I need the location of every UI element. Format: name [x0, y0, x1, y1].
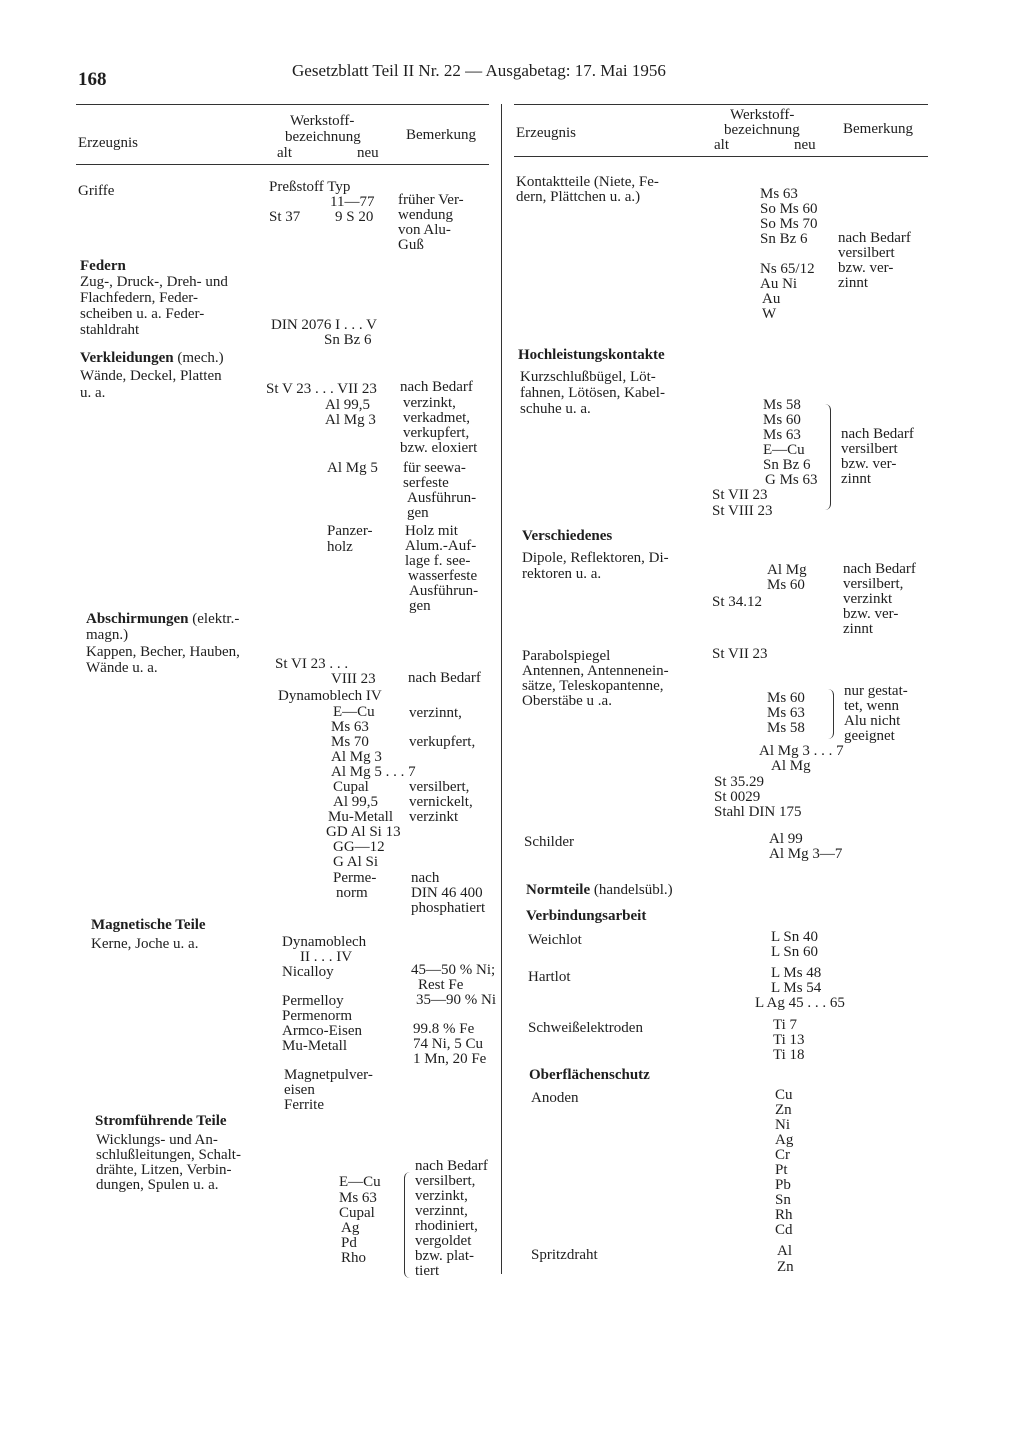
product-line: Wände, Deckel, Platten	[80, 368, 222, 384]
product-line: rektoren u. a.	[522, 566, 602, 582]
material: Perme-	[333, 870, 377, 886]
remark: tet, wenn	[844, 698, 899, 714]
remark: verzinnt,	[409, 705, 462, 721]
material: Ms 63	[760, 186, 798, 202]
material: Mu-Metall	[328, 809, 393, 825]
material: II . . . IV	[300, 949, 353, 965]
right-top-rule	[514, 104, 928, 105]
material: Dynamoblech IV	[278, 688, 382, 704]
material: Cd	[775, 1222, 793, 1238]
remark: nach Bedarf	[838, 230, 911, 246]
material: Rh	[775, 1207, 793, 1223]
heading-verschiedenes: Verschiedenes	[522, 528, 613, 544]
product-line: Dipole, Reflektoren, Di-	[522, 550, 669, 566]
material: St VI 23 . . .	[275, 656, 349, 672]
product-schilder: Schilder	[524, 834, 574, 850]
material: L Sn 40	[771, 929, 818, 945]
material: Au Ni	[760, 276, 798, 292]
heading-suffix: (mech.)	[177, 350, 224, 366]
material: E—Cu	[339, 1174, 381, 1190]
remark: versilbert,	[415, 1173, 476, 1189]
col-bezeichnung-right: bezeichnung	[724, 122, 800, 138]
material: Al 99	[769, 831, 803, 847]
material: St 37	[269, 209, 301, 225]
remark: nach Bedarf	[415, 1158, 488, 1174]
brace-bracket	[404, 1172, 411, 1278]
material: L Sn 60	[771, 944, 818, 960]
heading-suffix: (elektr.-	[192, 611, 240, 627]
material: Sn Bz 6	[324, 332, 372, 348]
remark: verkupfert,	[409, 734, 476, 750]
material: Permenorm	[282, 1008, 352, 1024]
remark: wendung	[398, 207, 453, 223]
material: Armco-Eisen	[282, 1023, 362, 1039]
remark: phosphatiert	[411, 900, 486, 916]
remark: nach Bedarf	[400, 379, 473, 395]
material: Al Mg	[771, 758, 811, 774]
remark: 1 Mn, 20 Fe	[413, 1051, 487, 1067]
heading-verbindungsarbeit: Verbindungsarbeit	[526, 908, 647, 924]
product-line: Zug-, Druck-, Dreh- und	[80, 274, 228, 290]
product-line: Oberstäbe u .a.	[522, 693, 612, 709]
column-divider	[501, 104, 502, 1274]
product-line: Parabolspiegel	[522, 648, 611, 664]
material: St VIII 23	[712, 503, 773, 519]
material: Stahl DIN 175	[714, 804, 802, 820]
material: Ms 58	[767, 720, 805, 736]
heading-oberflaechenschutz: Oberflächenschutz	[529, 1067, 650, 1083]
remark: von Alu-	[398, 222, 451, 238]
material: VIII 23	[331, 671, 376, 687]
material: Sn Bz 6	[763, 457, 811, 473]
product-line: Wicklungs- und An-	[96, 1132, 218, 1148]
remark: Alum.-Auf-	[405, 538, 477, 554]
left-header-rule	[76, 164, 489, 165]
material: St 0029	[714, 789, 761, 805]
material: Al Mg 3	[325, 412, 376, 428]
remark: verzinkt	[843, 591, 893, 607]
remark: nur gestat-	[844, 683, 908, 699]
remark: 35—90 % Ni	[416, 992, 496, 1008]
col-bemerkung-right: Bemerkung	[843, 121, 913, 137]
material: Al	[777, 1243, 792, 1259]
product-line: Kappen, Becher, Hauben,	[86, 644, 240, 660]
remark: Holz mit	[405, 523, 458, 539]
product-line: schuhe u. a.	[520, 401, 591, 417]
product-line: fahnen, Lötösen, Kabel-	[520, 385, 665, 401]
product-line: Antennen, Antennenein-	[522, 663, 669, 679]
col-bemerkung-left: Bemerkung	[406, 127, 476, 143]
material: GG—12	[333, 839, 385, 855]
remark: lage f. see-	[405, 553, 471, 569]
product-line: Flachfedern, Feder-	[80, 290, 198, 306]
remark: verzinkt	[409, 809, 459, 825]
product-line: sätze, Teleskopantenne,	[522, 678, 664, 694]
material: Zn	[777, 1259, 794, 1275]
remark: verzinkt,	[403, 395, 456, 411]
material: St VII 23	[712, 487, 768, 503]
heading-magnetische-teile: Magnetische Teile	[91, 917, 206, 933]
material: L Ms 54	[771, 980, 822, 996]
right-header-rule	[514, 156, 928, 157]
product-weichlot: Weichlot	[528, 932, 582, 948]
material: E—Cu	[333, 704, 375, 720]
material: Ms 63	[331, 719, 369, 735]
heading-text: Abschirmungen	[86, 611, 189, 627]
material: Magnetpulver-	[284, 1067, 373, 1083]
remark: nach Bedarf	[841, 426, 914, 442]
material: E—Cu	[763, 442, 805, 458]
material: St 35.29	[714, 774, 765, 790]
left-top-rule	[76, 104, 489, 105]
col-neu-left: neu	[357, 145, 379, 161]
material: Ms 63	[763, 427, 801, 443]
remark: Ausführun-	[409, 583, 479, 599]
remark: wasserfeste	[408, 568, 478, 584]
remark: vergoldet	[415, 1233, 472, 1249]
product-line: Kurzschlußbügel, Löt-	[520, 369, 656, 385]
product-line: scheiben u. a. Feder-	[80, 306, 205, 322]
remark: Guß	[398, 237, 424, 253]
remark: vernickelt,	[409, 794, 473, 810]
remark: versilbert,	[843, 576, 904, 592]
product-line: dern, Plättchen u. a.)	[516, 189, 641, 205]
product-anoden: Anoden	[531, 1090, 579, 1106]
product-schweisselektroden: Schweißelektroden	[528, 1020, 643, 1036]
col-werkstoff-left: Werkstoff-	[290, 113, 355, 129]
material: Sn	[775, 1192, 791, 1208]
material: Zn	[775, 1102, 792, 1118]
material: Preßstoff Typ	[269, 179, 351, 195]
remark: 99.8 % Fe	[413, 1021, 475, 1037]
material: Ti 18	[773, 1047, 805, 1063]
col-alt-right: alt	[714, 137, 729, 153]
product-line: schlußleitungen, Schalt-	[96, 1147, 241, 1163]
material: 9 S 20	[335, 209, 374, 225]
material: Pb	[775, 1177, 791, 1193]
material: St VII 23	[712, 646, 768, 662]
remark: für seewa-	[403, 460, 466, 476]
material: Al Mg 3 . . . 7	[759, 743, 844, 759]
material: Mu-Metall	[282, 1038, 347, 1054]
remark: bzw. ver-	[841, 456, 897, 472]
remark: geeignet	[844, 728, 895, 744]
remark: 45—50 % Ni;	[411, 962, 496, 978]
remark: zinnt	[843, 621, 873, 637]
remark: tiert	[415, 1263, 440, 1279]
remark: 74 Ni, 5 Cu	[413, 1036, 484, 1052]
col-erzeugnis-left: Erzeugnis	[78, 135, 138, 151]
material: Pt	[775, 1162, 788, 1178]
material: Ms 63	[767, 705, 805, 721]
material: Ferrite	[284, 1097, 324, 1113]
heading-normteile	[526, 883, 673, 898]
material: So Ms 60	[760, 201, 818, 217]
material: Cupal	[339, 1205, 375, 1221]
product-line: Kontaktteile (Niete, Fe-	[516, 174, 659, 190]
remark: nach	[411, 870, 440, 886]
material: So Ms 70	[760, 216, 818, 232]
material: Permelloy	[282, 993, 344, 1009]
heading-text: Verkleidungen	[80, 350, 174, 366]
product-hartlot: Hartlot	[528, 969, 571, 985]
material: holz	[327, 539, 353, 555]
material: Al Mg	[767, 562, 807, 578]
material: Sn Bz 6	[760, 231, 808, 247]
remark: Ausführun-	[407, 490, 477, 506]
material: GD Al Si 13	[326, 824, 401, 840]
material: Ms 60	[763, 412, 801, 428]
page-number: 168	[78, 69, 107, 90]
heading-hochleistungskontakte: Hochleistungskontakte	[518, 347, 665, 363]
material: L Ms 48	[771, 965, 822, 981]
heading-suffix: (handelsübl.)	[593, 882, 673, 898]
material: Pd	[341, 1235, 357, 1251]
remark: serfeste	[403, 475, 449, 491]
material: Ms 58	[763, 397, 801, 413]
remark: versilbert	[841, 441, 898, 457]
material: Cu	[775, 1087, 793, 1103]
remark: zinnt	[838, 275, 868, 291]
product-spritzdraht: Spritzdraht	[531, 1247, 598, 1263]
heading-text: Normteile	[526, 882, 591, 898]
remark: gen	[409, 598, 431, 614]
material: Ti 7	[773, 1017, 798, 1033]
remark: gen	[407, 505, 429, 521]
material: Dynamoblech	[282, 934, 367, 950]
product-line: stahldraht	[80, 322, 140, 338]
material: Cr	[775, 1147, 790, 1163]
col-werkstoff-right: Werkstoff-	[730, 107, 795, 123]
remark: bzw. eloxiert	[400, 440, 478, 456]
remark: nach Bedarf	[843, 561, 916, 577]
material: Panzer-	[327, 523, 373, 539]
material: Ti 13	[773, 1032, 805, 1048]
remark: versilbert,	[409, 779, 470, 795]
material: Nicalloy	[282, 964, 334, 980]
remark: bzw. ver-	[838, 260, 894, 276]
material: Au	[762, 291, 781, 307]
material: Ns 65/12	[760, 261, 815, 277]
material: G Al Si	[333, 854, 379, 870]
remark: Rest Fe	[418, 977, 464, 993]
material: Ms 63	[339, 1190, 377, 1206]
brace-bracket	[824, 404, 831, 510]
material: Ag	[775, 1132, 794, 1148]
product-line: dungen, Spulen u. a.	[96, 1177, 219, 1193]
remark: bzw. plat-	[415, 1248, 475, 1264]
remark: DIN 46 400	[411, 885, 483, 901]
remark: zinnt	[841, 471, 871, 487]
heading-line2: magn.)	[86, 627, 129, 643]
col-bezeichnung-left: bezeichnung	[285, 129, 361, 145]
material: Al Mg 5	[327, 460, 378, 476]
remark: verkupfert,	[403, 425, 470, 441]
material: Al Mg 3	[331, 749, 382, 765]
material: Ms 60	[767, 577, 805, 593]
remark: früher Ver-	[398, 192, 464, 208]
heading-abschirmungen	[86, 612, 239, 627]
remark: versilbert	[838, 245, 895, 261]
remark: verzinnt,	[415, 1203, 468, 1219]
material: norm	[336, 885, 368, 901]
product-line: Kerne, Joche u. a.	[91, 936, 199, 952]
material: Cupal	[333, 779, 369, 795]
material: St 34.12	[712, 594, 763, 610]
material: Al 99,5	[333, 794, 378, 810]
product-line: drähte, Litzen, Verbin-	[96, 1162, 232, 1178]
product-griffe: Griffe	[78, 183, 115, 199]
remark: bzw. ver-	[843, 606, 899, 622]
heading-federn: Federn	[80, 258, 126, 274]
material: L Ag 45 . . . 65	[755, 995, 845, 1011]
material: Al Mg 3—7	[769, 846, 843, 862]
brace-bracket	[827, 689, 834, 739]
product-line: Wände u. a.	[86, 660, 158, 676]
material: G Ms 63	[765, 472, 818, 488]
remark: verzinkt,	[415, 1188, 468, 1204]
page-title: Gesetzblatt Teil II Nr. 22 — Ausgabetag: 17. Mai 1956	[292, 61, 666, 80]
remark: verkadmet,	[403, 410, 471, 426]
material: Ms 70	[331, 734, 369, 750]
material: 11—77	[330, 194, 375, 210]
material: eisen	[284, 1082, 315, 1098]
heading-verkleidungen	[80, 351, 224, 366]
remark: nach Bedarf	[408, 670, 481, 686]
col-alt-left: alt	[277, 145, 292, 161]
remark: rhodiniert,	[415, 1218, 478, 1234]
heading-stromfuehrende-teile: Stromführende Teile	[95, 1113, 227, 1129]
col-neu-right: neu	[794, 137, 816, 153]
material: St V 23 . . . VII 23	[266, 381, 377, 397]
product-line: u. a.	[80, 385, 106, 401]
material: Rho	[341, 1250, 367, 1266]
material: W	[762, 306, 777, 322]
material: DIN 2076 I . . . V	[271, 317, 377, 333]
remark: Alu nicht	[844, 713, 901, 729]
material: Ni	[775, 1117, 790, 1133]
material: Ag	[341, 1220, 360, 1236]
material: Ms 60	[767, 690, 805, 706]
material: Al 99,5	[325, 397, 370, 413]
col-erzeugnis-right: Erzeugnis	[516, 125, 576, 141]
material: Al Mg 5 . . . 7	[331, 764, 416, 780]
